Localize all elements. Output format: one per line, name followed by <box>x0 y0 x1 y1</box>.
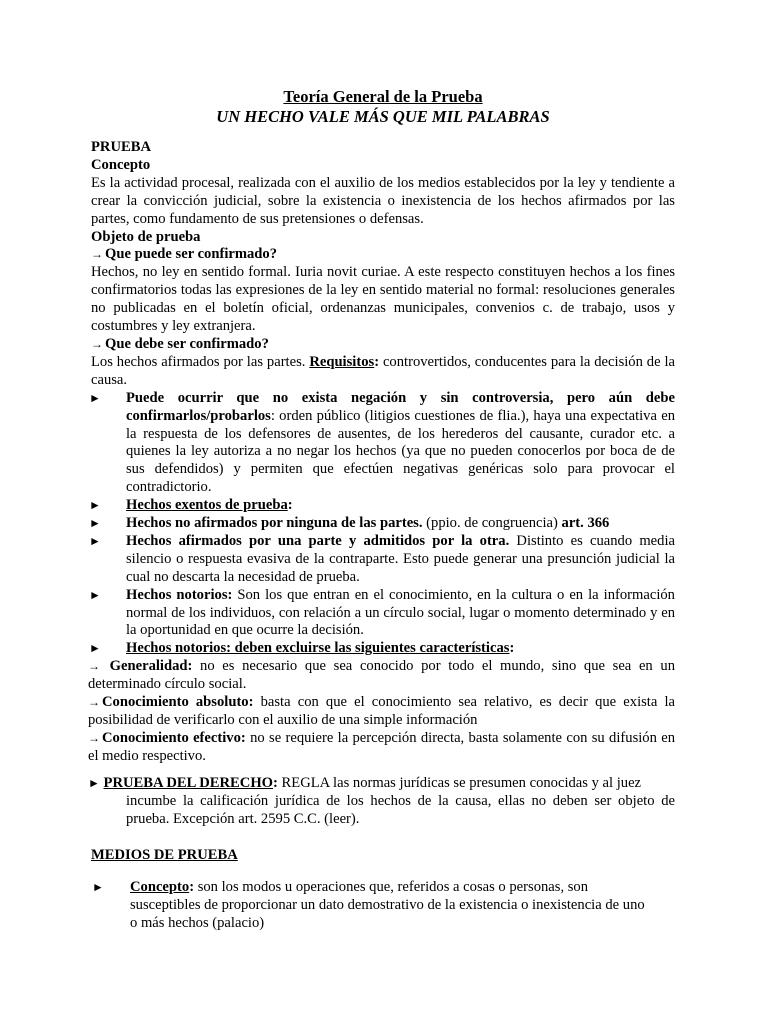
section-heading-prueba: PRUEBA <box>91 139 151 155</box>
bullet-item: ► Hechos exentos de prueba: <box>89 497 293 514</box>
question-que-puede-answer: Hechos, no ley en sentido formal. Iuria novit curiae. A este respecto constituyen hechos a los fines confirmatorios todas las expresiones de la ley en sentido material no formal: resoluciones generales no publicadas en el boletín oficial, ordenanzas municipales, convenios c. de trabajo, usos y costumbres y ley extranjera. <box>91 264 675 335</box>
characteristic-efectivo: → Conocimiento efectivo: no se requiere la percepción directa, basta solamente con su difusión en el medio respectivo. <box>88 729 676 764</box>
document-subtitle: UN HECHO VALE MÁS QUE MIL PALABRAS <box>216 107 550 126</box>
prueba-derecho-label: PRUEBA DEL DERECHO <box>103 774 274 791</box>
bullet-item: ► Hechos afirmados por una parte y admitidos por la otra. Distinto es cuando media silencio o respuesta evasiva de la contraparte. Esto puede generar una presunción judicial la cual no descarta la necesidad de prueba. <box>89 532 675 585</box>
bullet-marker-icon: ► <box>89 498 101 513</box>
document-title-block <box>91 87 675 127</box>
bullet-marker-icon: ► <box>89 516 101 531</box>
bullet-item: ► Hechos no afirmados por ninguna de las partes. (ppio. de congruencia) art. 366 <box>89 515 610 532</box>
question-que-puede: → Que puede ser confirmado? <box>91 246 278 263</box>
arrow-icon: → <box>91 336 103 351</box>
bullet-marker-icon: ► <box>88 775 100 790</box>
bullet-marker-icon: ► <box>89 390 101 405</box>
document-page <box>88 87 676 933</box>
characteristic-generalidad: → Generalidad: no es necesario que sea conocido por todo el mundo, sino que sea en un determinado círculo social. <box>88 658 675 693</box>
question-que-debe-answer: Los hechos afirmados por las partes. Requisitos: controvertidos, conducentes para la decisión de la causa. <box>91 353 675 388</box>
arrow-icon: → <box>88 730 100 745</box>
bullet-item: ► Hechos notorios: Son los que entran en el conocimiento, en la cultura o en la información normal de los individuos, con relación a un círculo social, lugar o momento determinado y en la oportunidad en que ocurre la decisión. <box>89 586 675 639</box>
bullet-marker-icon: ► <box>89 641 101 656</box>
characteristic-absoluto: → Conocimiento absoluto: basta con que el conocimiento sea relativo, es decir que exista la posibilidad de verificarlo con el auxilio de una simple información <box>88 694 676 728</box>
requisitos-label: Requisitos <box>309 353 375 370</box>
arrow-icon: → <box>88 695 100 710</box>
arrow-icon: → <box>88 659 100 674</box>
prueba-del-derecho: ► PRUEBA DEL DERECHO: REGLA las normas jurídicas se presumen conocidas y al juez incumbe la calificación jurídica de los hechos de la causa, ellas no deben ser objeto de prueba. Excepción art. 2595 C.C. (leer). <box>88 774 675 827</box>
medios-concepto-item: ► Concepto: son los modos u operaciones que, referidos a cosas o personas, son susceptibles de proporcionar un dato demostrativo de la existencia o inexistencia de uno o más hechos (palacio) <box>92 879 645 932</box>
bullet-marker-icon: ► <box>89 533 101 548</box>
bullet-item: ► Puede ocurrir que no exista negación y sin controversia, pero aún debe confirmarlos/probarlos: orden público (litigios cuestiones de flia.), haya una expectativa en la respuesta de los defensores de ausentes, de los herederos del causante, curador etc. a quienes la ley autoriza a no negar los hechos (ya que no pueden conocerlos por boca de de sus defendidos) y permiten que efectúen negativas genéricas solo para provocar el contradictorio. <box>89 389 675 496</box>
arrow-icon: → <box>91 247 103 262</box>
subheading-concepto: Concepto <box>91 156 151 173</box>
concepto-paragraph: Es la actividad procesal, realizada con el auxilio de los medios establecidos por la ley y tendiente a crear la convicción judicial, sobre la existencia o inexistencia de los hechos afirmados por las partes, como fundamento de sus pretensiones o defensas. <box>91 174 675 227</box>
section-heading-medios: MEDIOS DE PRUEBA <box>91 847 238 864</box>
question-que-debe: → Que debe ser confirmado? <box>91 335 269 352</box>
subheading-objeto: Objeto de prueba <box>91 228 201 245</box>
bullet-marker-icon: ► <box>89 587 101 602</box>
bullet-item: ► Hechos notorios: deben excluirse las siguientes características: <box>89 640 515 657</box>
bullet-marker-icon: ► <box>92 880 104 895</box>
document-title: Teoría General de la Prueba <box>283 87 483 106</box>
